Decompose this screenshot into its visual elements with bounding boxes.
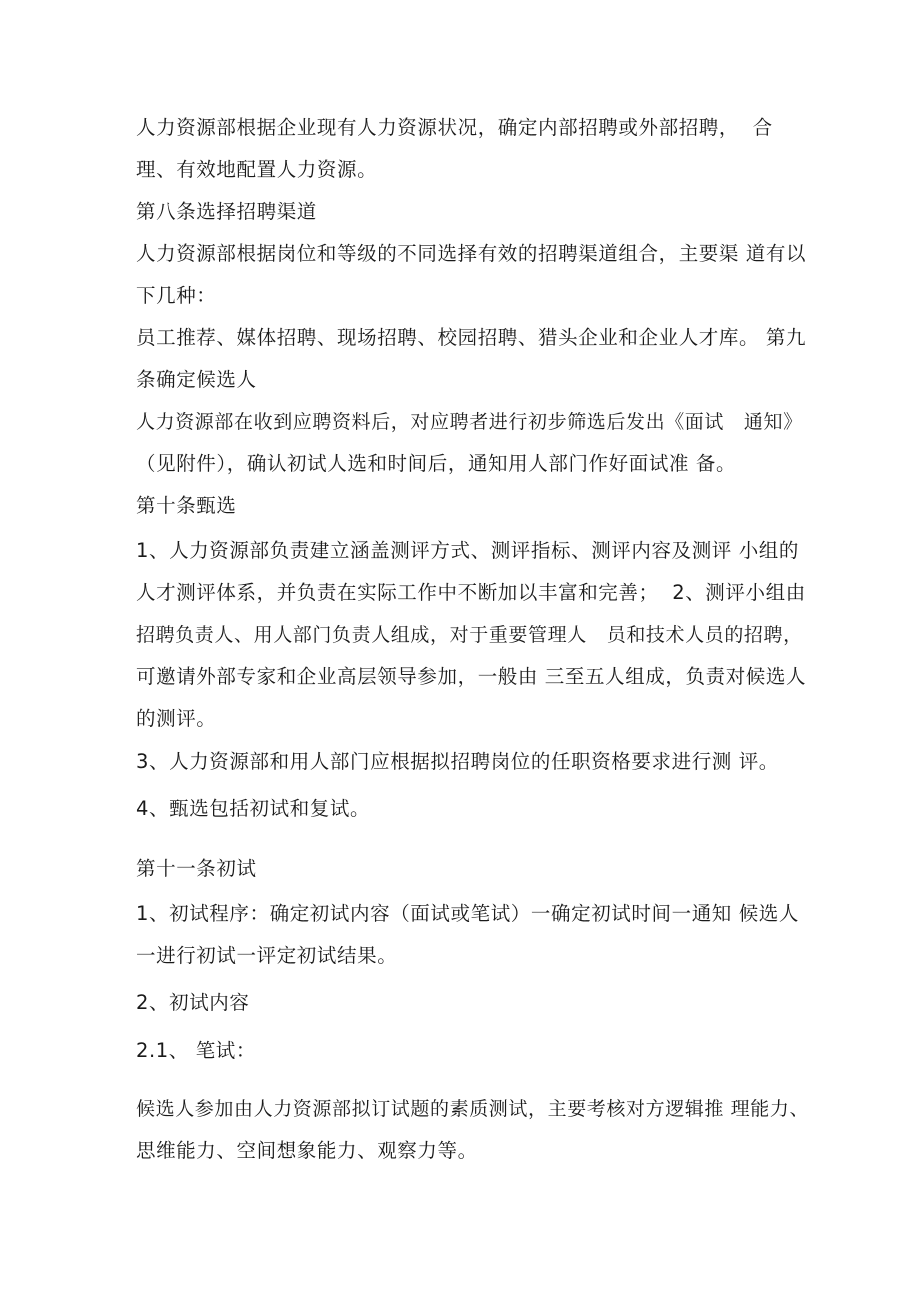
text-line: 候选人参加由人力资源部拟订试题的素质测试，主要考核对方逻辑推 理能力、 [136, 1098, 810, 1120]
section-heading: 第十一条初试 [136, 857, 257, 880]
text-line: 4、甄选包括初试和复试。 [136, 797, 371, 820]
text-line: 可邀请外部专家和企业高层领导参加，一般由 三至五人组成，负责对候选人 [136, 665, 807, 688]
text-line: 条确定候选人 [136, 368, 257, 391]
subsection-heading: 2、初试内容 [136, 991, 250, 1014]
text-line: 3、人力资源部和用人部门应根据拟招聘岗位的任职资格要求进行测 评。 [136, 750, 779, 773]
subsection-heading: 2.1、 笔试： [136, 1039, 257, 1062]
text-line: 1、初试程序：确定初试内容（面试或笔试）一确定初试时间一通知 候选人 [136, 902, 800, 925]
text-line: 下几种： [136, 284, 217, 307]
section-heading: 第八条选择招聘渠道 [136, 200, 317, 223]
text-line: 人才测评体系，并负责在实际工作中不断加以丰富和完善； 2、测评小组由 [136, 581, 806, 604]
text-line: 1、人力资源部负责建立涵盖测评方式、测评指标、测评内容及测评 小组的 [136, 539, 800, 562]
text-line: 人力资源部根据企业现有人力资源状况，确定内部招聘或外部招聘， 合 [136, 116, 773, 139]
text-line: 思维能力、空间想象能力、观察力等。 [136, 1139, 478, 1162]
text-line: 员工推荐、媒体招聘、现场招聘、校园招聘、猎头企业和企业人才库。 第九 [136, 326, 807, 349]
text-line: （见附件），确认初试人选和时间后，通知用人部门作好面试准 备。 [136, 452, 737, 475]
text-line: 招聘负责人、用人部门负责人组成，对于重要管理人 员和技术人员的招聘， [136, 624, 803, 646]
text-line: 人力资源部在收到应聘资料后，对应聘者进行初步筛选后发出《面试 通知》 [136, 411, 803, 433]
text-line: 人力资源部根据岗位和等级的不同选择有效的招聘渠道组合，主要渠 道有以 [136, 242, 807, 265]
text-line: 一进行初试一评定初试结果。 [136, 944, 398, 967]
section-heading: 第十条甄选 [136, 494, 237, 517]
text-line: 的测评。 [136, 707, 217, 730]
text-line: 理、有效地配置人力资源。 [136, 158, 378, 181]
